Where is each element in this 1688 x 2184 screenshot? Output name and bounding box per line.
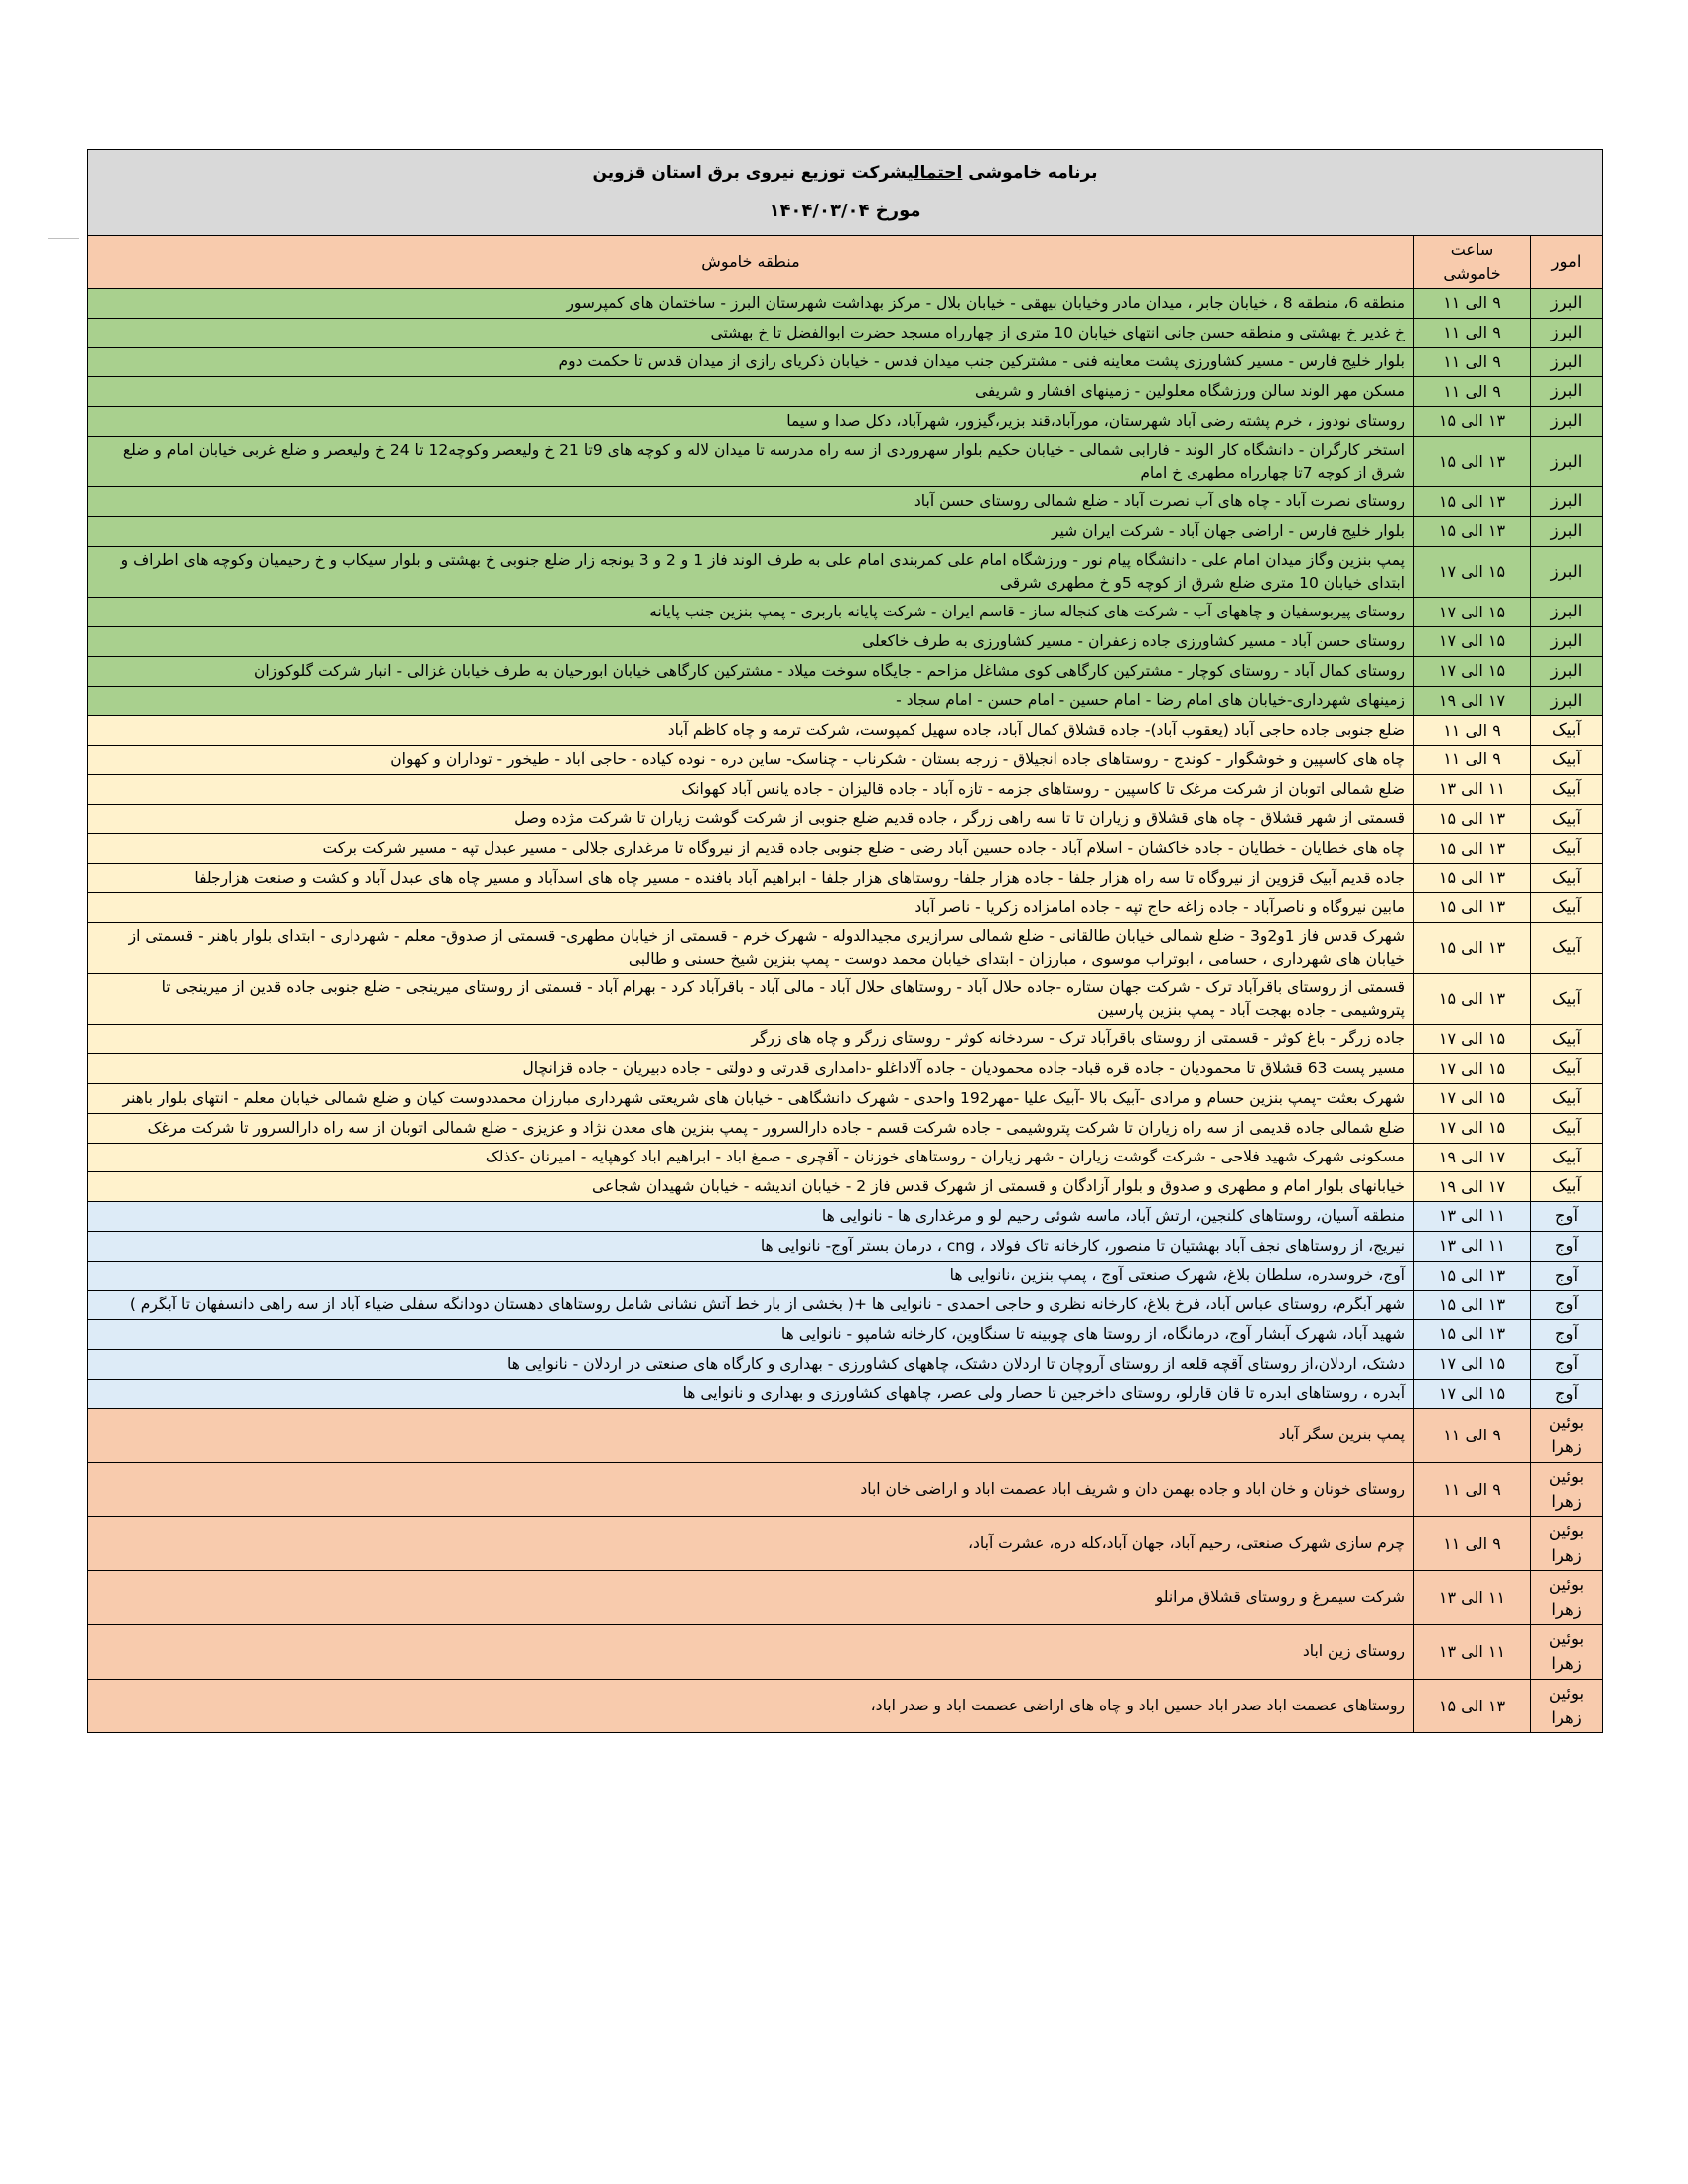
region-cell: البرز — [1531, 546, 1603, 598]
time-cell: ۱۵ الی ۱۷ — [1414, 598, 1531, 627]
region-cell: بوئین زهرا — [1531, 1570, 1603, 1625]
region-cell: بوئین زهرا — [1531, 1625, 1603, 1680]
table-row — [88, 804, 1603, 834]
time-cell: ۹ الی ۱۱ — [1414, 716, 1531, 746]
time-cell: ۱۳ الی ۱۵ — [1414, 487, 1531, 517]
table-row — [88, 686, 1603, 716]
time-cell: ۱۵ الی ۱۷ — [1414, 546, 1531, 598]
region-cell: آبیک — [1531, 774, 1603, 804]
area-cell: چاه های کاسپین و خوشگوار - کوندج - روستاهای جاده انجیلاق - زرجه بستان - شکرناب - چناسک- ساین دره - نوده کیاده - حاجی آباد - طیخور - توداران و کهوان — [88, 746, 1414, 775]
table-row — [88, 598, 1603, 627]
table-row — [88, 1379, 1603, 1409]
time-cell: ۱۳ الی ۱۵ — [1414, 922, 1531, 974]
outage-table — [87, 149, 1603, 1733]
region-cell: آبیک — [1531, 716, 1603, 746]
time-cell: ۹ الی ۱۱ — [1414, 347, 1531, 377]
area-cell: شهرک بعثت -پمپ بنزین حسام و مرادی -آبیک بالا -آبیک علیا -مهر192 واحدی - شهرک دانشگاهی - خیابان های شریعتی شهرداری مبارزان محمددوست کیان و ضلع شمالی خیابان معلم - انتهای بلوار باهنر — [88, 1084, 1414, 1114]
region-cell: بوئین زهرا — [1531, 1462, 1603, 1517]
area-cell: روستای کمال آباد - روستای کوچار - مشترکین کارگاهی کوی مشاغل مزاحم - جایگاه سوخت میلاد - مشترکین کارگاهی خیابان ابورحیان به طرف خیابان غزالی - انبار شرکت گلوکوزان — [88, 656, 1414, 686]
table-row — [88, 1320, 1603, 1350]
region-cell: آبیک — [1531, 922, 1603, 974]
time-cell: ۱۵ الی ۱۷ — [1414, 656, 1531, 686]
time-cell: ۱۱ الی ۱۳ — [1414, 1625, 1531, 1680]
time-cell: ۱۵ الی ۱۷ — [1414, 627, 1531, 657]
time-cell: ۱۳ الی ۱۵ — [1414, 1320, 1531, 1350]
area-cell: زمینهای شهرداری-خیابان های امام رضا - امام حسین - امام حسن - امام سجاد - — [88, 686, 1414, 716]
area-cell: روستای زین اباد — [88, 1625, 1414, 1680]
time-cell: ۱۱ الی ۱۳ — [1414, 1202, 1531, 1232]
region-cell: آبیک — [1531, 1172, 1603, 1202]
table-row — [88, 864, 1603, 893]
region-cell: آبیک — [1531, 1143, 1603, 1172]
table-row — [88, 1054, 1603, 1084]
table-row — [88, 1462, 1603, 1517]
area-cell: خ غدیر خ بهشتی و منطقه حسن جانی انتهای خیابان 10 متری از چهارراه مسجد حضرت ابوالفضل تا خ بهشتی — [88, 318, 1414, 347]
region-cell: آبیک — [1531, 834, 1603, 864]
table-row — [88, 377, 1603, 407]
table-row — [88, 834, 1603, 864]
area-cell: بلوار خلیج فارس - اراضی جهان آباد - شرکت ایران شیر — [88, 517, 1414, 547]
time-cell: ۱۳ الی ۱۵ — [1414, 974, 1531, 1025]
table-row — [88, 1261, 1603, 1291]
schedule-sheet — [87, 149, 1603, 1733]
region-cell: آبیک — [1531, 1113, 1603, 1143]
area-cell: مسیر پست 63 قشلاق تا محمودیان - جاده قره قباد- جاده محمودیان - جاده آلاداغلو -دامداری قدرتی و دولتی - جاده دبیریان - جاده قزانچال — [88, 1054, 1414, 1084]
area-cell: استخر کارگران - دانشگاه کار الوند - فارابی شمالی - خیابان حکیم بلوار سهروردی از سه راه مدرسه تا میدان لاله و کوچه های 9تا 21 خ ولیعصر وکوچه12 تا 24 خ ولیعصر و ضلع غربی خیابان امام و ضلع شرق از کوچه 7تا چهارراه مطهری خ امام — [88, 436, 1414, 487]
area-cell: پمپ بنزین وگاز میدان امام علی - دانشگاه پیام نور - ورزشگاه امام علی کمربندی امام علی به طرف الوند فاز 1 و 2 و 3 یونجه زار ضلع جنوبی خ بهشتی و بلوار سیکاب و خ رحیمیان وکوچه های اطراف و ابتدای خیابان 10 متری ضلع شرق از کوچه 5و خ مطهری شرقی — [88, 546, 1414, 598]
table-row — [88, 1625, 1603, 1680]
region-cell: بوئین زهرا — [1531, 1517, 1603, 1571]
time-cell: ۱۵ الی ۱۷ — [1414, 1084, 1531, 1114]
area-cell: شهرک قدس فاز 1و2و3 - ضلع شمالی خیابان طالقانی - ضلع شمالی سرازیری مجیدالدوله - شهرک خرم - قسمتی از خیابان مطهری- قسمتی از صدوق- معلم - شهرداری - ابتدای بلوار باهنر - قسمتی از خیابان های شهرداری ، حسامی ، ابوتراب موسوی ، مبارزان - ابتدای خیابان محمد دوست - پمپ بنزین شیخ حسنی و طالبی — [88, 922, 1414, 974]
area-cell: جاده زرگر - باغ کوثر - قسمتی از روستای باقرآباد ترک - سردخانه کوثر - روستای زرگر و چاه های زرگر — [88, 1024, 1414, 1054]
time-cell: ۹ الی ۱۱ — [1414, 746, 1531, 775]
table-row — [88, 1172, 1603, 1202]
area-cell: قسمتی از شهر قشلاق - چاه های قشلاق و زیاران تا تا سه راهی زرگر ، جاده قدیم ضلع جنوبی از شرکت گوشت زیاران تا شرکت مژده وصل — [88, 804, 1414, 834]
table-row — [88, 746, 1603, 775]
time-cell: ۱۱ الی ۱۳ — [1414, 1231, 1531, 1261]
area-cell: روستای نودوز ، خرم پشته رضی آباد شهرستان، مورآباد،قند بزیر،گیزور، شهرآباد، دکل صدا و سیما — [88, 407, 1414, 437]
region-cell: آبیک — [1531, 864, 1603, 893]
area-cell: ضلع جنوبی جاده حاجی آباد (یعقوب آباد)- جاده قشلاق کمال آباد، جاده سهیل کمپوست، شرکت ترمه و چاه کاظم آباد — [88, 716, 1414, 746]
time-cell: ۹ الی ۱۱ — [1414, 318, 1531, 347]
time-cell: ۱۳ الی ۱۵ — [1414, 1261, 1531, 1291]
table-row — [88, 716, 1603, 746]
table-row — [88, 974, 1603, 1025]
time-cell: ۱۵ الی ۱۷ — [1414, 1379, 1531, 1409]
time-cell: ۹ الی ۱۱ — [1414, 1462, 1531, 1517]
region-cell: آوج — [1531, 1320, 1603, 1350]
region-cell: البرز — [1531, 598, 1603, 627]
time-cell: ۱۷ الی ۱۹ — [1414, 1143, 1531, 1172]
table-row — [88, 1024, 1603, 1054]
region-cell: آبیک — [1531, 974, 1603, 1025]
time-cell: ۱۳ الی ۱۵ — [1414, 834, 1531, 864]
region-cell: بوئین زهرا — [1531, 1409, 1603, 1463]
region-cell: آبیک — [1531, 1054, 1603, 1084]
title-suffix: شرکت توزیع نیروی برق استان قزوین — [592, 162, 908, 183]
table-row — [88, 774, 1603, 804]
area-cell: قسمتی از روستای باقرآباد ترک - شرکت جهان ستاره -جاده حلال آباد - روستاهای حلال آباد - مالی آباد - باقرآباد کرد - بهرام آباد - قسمتی از روستای میرینجی - ضلع جنوبی جاده قدین از میرینجی تا پتروشیمی - جاده بهجت آباد - پمپ بنزین پارسین — [88, 974, 1414, 1025]
area-cell: شهر آبگرم، روستای عباس آباد، فرخ بلاغ، کارخانه نظری و حاجی احمدی - نانوایی ها +( بخشی از بار خط آتش نشانی شامل روستاهای دهستان دودانگه سفلی ضیاء آباد از سه راهی دانسفهان تا آبگرم ) — [88, 1291, 1414, 1320]
area-cell: مسکونی شهرک شهید فلاحی - شرکت گوشت زیاران - شهر زیاران - روستاهای خوزنان - آقچری - صمغ اباد - ابراهیم اباد کوهپایه - امیرنان -کذلک — [88, 1143, 1414, 1172]
region-cell: آوج — [1531, 1349, 1603, 1379]
region-cell: البرز — [1531, 289, 1603, 319]
time-cell: ۱۷ الی ۱۹ — [1414, 1172, 1531, 1202]
region-cell: آوج — [1531, 1379, 1603, 1409]
table-row — [88, 1349, 1603, 1379]
area-cell: چاه های خطایان - خطایان - جاده خاکشان - اسلام آباد - جاده حسین آباد رضی - ضلع جنوبی جاده قدیم از نیروگاه تا مرغداری جلالی - مسیر عبدل تپه - مسیر شرکت برکت — [88, 834, 1414, 864]
table-row — [88, 1143, 1603, 1172]
area-cell: ضلع شمالی اتوبان از شرکت مرغک تا کاسپین - روستاهای جزمه - تازه آباد - جاده قالیزان - جاده یانس آباد کهوانک — [88, 774, 1414, 804]
area-cell: روستای خونان و خان اباد و جاده بهمن دان و شریف اباد عصمت اباد و اراضی خان اباد — [88, 1462, 1414, 1517]
area-cell: ضلع شمالی جاده قدیمی از سه راه زیاران تا شرکت پتروشیمی - جاده شرکت قسم - جاده دارالسرور - پمپ بنزین های معدن نژاد و عزیزی - ضلع شمالی اتوبان از سه راه دارالسرور تا شرکت مرغک — [88, 1113, 1414, 1143]
table-row — [88, 892, 1603, 922]
table-row — [88, 1517, 1603, 1571]
time-cell: ۱۳ الی ۱۵ — [1414, 1291, 1531, 1320]
time-cell: ۱۵ الی ۱۷ — [1414, 1054, 1531, 1084]
area-cell: نیریج، از روستاهای نجف آباد بهشتیان تا منصور، کارخانه تاک فولاد ، cng ، درمان بستر آوج- نانوایی ها — [88, 1231, 1414, 1261]
table-row — [88, 318, 1603, 347]
table-row — [88, 1291, 1603, 1320]
time-cell: ۱۳ الی ۱۵ — [1414, 864, 1531, 893]
table-row — [88, 627, 1603, 657]
time-cell: ۹ الی ۱۱ — [1414, 377, 1531, 407]
region-cell: آوج — [1531, 1291, 1603, 1320]
table-body — [88, 289, 1603, 1733]
page-date: مورخ ۱۴۰۴/۰۳/۰۴ — [769, 201, 921, 222]
time-cell: ۱۳ الی ۱۵ — [1414, 892, 1531, 922]
margin-mark — [48, 238, 79, 239]
page-title — [88, 161, 1602, 187]
region-cell: آبیک — [1531, 1024, 1603, 1054]
region-cell: البرز — [1531, 656, 1603, 686]
time-cell: ۱۵ الی ۱۷ — [1414, 1024, 1531, 1054]
area-cell: شرکت سیمرغ و روستای قشلاق مرانلو — [88, 1570, 1414, 1625]
time-cell: ۹ الی ۱۱ — [1414, 289, 1531, 319]
table-row — [88, 436, 1603, 487]
table-row — [88, 1231, 1603, 1261]
table-row — [88, 1409, 1603, 1463]
area-cell: منطقه آسیان، روستاهای کلنجین، ارتش آباد، ماسه شوئی رحیم لو و مرغداری ها - نانوایی ها — [88, 1202, 1414, 1232]
region-cell: البرز — [1531, 347, 1603, 377]
time-cell: ۱۵ الی ۱۷ — [1414, 1113, 1531, 1143]
region-cell: البرز — [1531, 517, 1603, 547]
region-cell: آبیک — [1531, 746, 1603, 775]
header-region: امور — [1531, 236, 1603, 289]
area-cell: روستای نصرت آباد - چاه های آب نصرت آباد - ضلع شمالی روستای حسن آباد — [88, 487, 1414, 517]
area-cell: پمپ بنزین سگز آباد — [88, 1409, 1414, 1463]
time-cell: ۱۳ الی ۱۵ — [1414, 407, 1531, 437]
region-cell: آوج — [1531, 1261, 1603, 1291]
area-cell: دشتک، اردلان،از روستای آقچه قلعه از روستای آروچان تا اردلان دشتک، چاههای کشاورزی - بهداری و کارگاه های صنعتی در اردلان - نانوایی ها — [88, 1349, 1414, 1379]
header-time: ساعت خاموشی — [1414, 236, 1531, 289]
region-cell: آبیک — [1531, 804, 1603, 834]
time-cell: ۹ الی ۱۱ — [1414, 1409, 1531, 1463]
area-cell: آوج، خروسدره، سلطان بلاغ، شهرک صنعتی آوج ، پمپ بنزین ،نانوایی ها — [88, 1261, 1414, 1291]
header-area: منطقه خاموش — [88, 236, 1414, 289]
table-row — [88, 289, 1603, 319]
area-cell: روستای حسن آباد - مسیر کشاورزی جاده زعفران - مسیر کشاورزی به طرف خاکعلی — [88, 627, 1414, 657]
area-cell: چرم سازی شهرک صنعتی، رحیم آباد، جهان آباد،کله دره، عشرت آباد، — [88, 1517, 1414, 1571]
time-cell: ۱۳ الی ۱۵ — [1414, 1679, 1531, 1733]
table-row — [88, 347, 1603, 377]
header-row — [88, 236, 1603, 289]
table-row — [88, 922, 1603, 974]
time-cell: ۹ الی ۱۱ — [1414, 1517, 1531, 1571]
area-cell: آبدره ، روستاهای ابدره تا قان قارلو، روستای داخرجین تا حصار ولی عصر، چاههای کشاورزی و بهداری و نانوایی ها — [88, 1379, 1414, 1409]
title-block — [88, 150, 1603, 236]
table-row — [88, 1113, 1603, 1143]
time-cell: ۱۳ الی ۱۵ — [1414, 436, 1531, 487]
table-row — [88, 1084, 1603, 1114]
time-cell: ۱۳ الی ۱۵ — [1414, 804, 1531, 834]
time-cell: ۱۳ الی ۱۵ — [1414, 517, 1531, 547]
table-row — [88, 656, 1603, 686]
region-cell: آوج — [1531, 1202, 1603, 1232]
region-cell: آبیک — [1531, 892, 1603, 922]
time-cell: ۱۷ الی ۱۹ — [1414, 686, 1531, 716]
table-row — [88, 1570, 1603, 1625]
area-cell: شهید آباد، شهرک آبشار آوج، درمانگاه، از روستا های چوبینه تا سنگاوین، کارخانه شامپو - نانوایی ها — [88, 1320, 1414, 1350]
time-cell: ۱۵ الی ۱۷ — [1414, 1349, 1531, 1379]
time-cell: ۱۱ الی ۱۳ — [1414, 774, 1531, 804]
region-cell: البرز — [1531, 436, 1603, 487]
region-cell: البرز — [1531, 487, 1603, 517]
area-cell: خیابانهای بلوار امام و مطهری و صدوق و بلوار آزادگان و قسمتی از شهرک قدس فاز 2 - خیابان اندیشه - خیابان شهیدان شجاعی — [88, 1172, 1414, 1202]
area-cell: روستاهای عصمت اباد صدر اباد حسین اباد و چاه های اراضی عصمت اباد و صدر اباد، — [88, 1679, 1414, 1733]
region-cell: البرز — [1531, 686, 1603, 716]
title-prefix: برنامه خاموشی — [968, 162, 1098, 183]
area-cell: مسکن مهر الوند سالن ورزشگاه معلولین - زمینهای افشار و شریفی — [88, 377, 1414, 407]
region-cell: البرز — [1531, 627, 1603, 657]
area-cell: روستای پیربوسفیان و چاههای آب - شرکت های کنجاله ساز - قاسم ایران - شرکت پایانه باربری - پمپ بنزین جنب پایانه — [88, 598, 1414, 627]
table-row — [88, 546, 1603, 598]
area-cell: مابین نیروگاه و ناصرآباد - جاده زاغه حاج تپه - جاده امامزاده زکریا - ناصر آباد — [88, 892, 1414, 922]
table-row — [88, 517, 1603, 547]
region-cell: البرز — [1531, 407, 1603, 437]
area-cell: منطقه 6، منطقه 8 ، خیابان جابر ، میدان مادر وخیابان بیهقی - خیابان بلال - مرکز بهداشت شهرستان البرز - ساختمان های کمپرسور — [88, 289, 1414, 319]
time-cell: ۱۱ الی ۱۳ — [1414, 1570, 1531, 1625]
region-cell: البرز — [1531, 377, 1603, 407]
area-cell: بلوار خلیج فارس - مسیر کشاورزی پشت معاینه فنی - مشترکین جنب میدان قدس - خیابان ذکریای رازی از میدان قدس تا حکمت دوم — [88, 347, 1414, 377]
table-row — [88, 487, 1603, 517]
region-cell: آوج — [1531, 1231, 1603, 1261]
table-row — [88, 1679, 1603, 1733]
title-underlined: احتمالی — [907, 162, 963, 183]
region-cell: بوئین زهرا — [1531, 1679, 1603, 1733]
table-row — [88, 407, 1603, 437]
region-cell: آبیک — [1531, 1084, 1603, 1114]
table-row — [88, 1202, 1603, 1232]
area-cell: جاده قدیم آبیک قزوین از نیروگاه تا سه راه هزار جلفا - جاده هزار جلفا- روستاهای هزار جلفا - ابراهیم آباد بافنده - مسیر چاه های اسدآباد و مسیر چاه های عبدل آباد و کشت و صنعت هزارجلفا — [88, 864, 1414, 893]
region-cell: البرز — [1531, 318, 1603, 347]
